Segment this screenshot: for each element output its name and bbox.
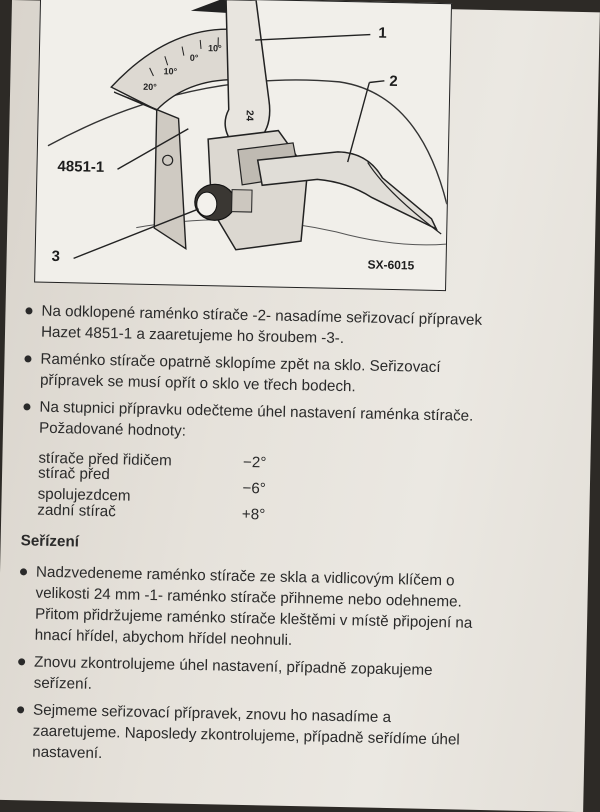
list-item bbox=[24, 348, 485, 400]
bullet-icon bbox=[24, 355, 31, 362]
instructions-check bbox=[16, 300, 486, 778]
callout-number: 1 bbox=[378, 25, 387, 42]
wrench-size-label: 24 bbox=[244, 110, 255, 122]
value-angle: +8° bbox=[205, 503, 265, 525]
required-values-table bbox=[37, 445, 483, 532]
bullet-icon bbox=[23, 403, 30, 410]
list-item bbox=[23, 396, 484, 448]
technical-illustration bbox=[34, 0, 452, 291]
list-item bbox=[18, 561, 480, 655]
list-item bbox=[17, 651, 478, 703]
list-item-text: Raménko stírače opatrně sklopíme zpět na sklo. Seřizovací přípravek se musí opřít o sklo ve třech bodech. bbox=[40, 351, 441, 396]
list-item-text: Nadzvedeneme raménko stírače ze skla a vidlicovým klíčem o velikosti 24 mm -1- raménko stírače přihneme nebo odehneme. Přitom přidržujeme raménko stírače kleštěmi v místě připojení na hnací hřídel, abychom hřídel neohnuli. bbox=[35, 564, 473, 649]
dial-label: 20° bbox=[143, 82, 157, 92]
list-item bbox=[25, 300, 486, 352]
part-label: 4851-1 bbox=[57, 158, 104, 176]
list-item-text: Na odklopené raménko stírače -2- nasadíme seřizovací přípravek Hazet 4851-1 a zaaretujeme ho šroubem -3-. bbox=[41, 303, 482, 347]
callout-number: 3 bbox=[51, 248, 60, 265]
list-item-text: Znovu zkontrolujeme úhel nastavení, případně zopakujeme seřízení. bbox=[34, 654, 433, 693]
list-item-text: Na stupnici přípravku odečteme úhel nastavení raménka stírače. Požadované hodnoty: bbox=[39, 399, 474, 440]
bullet-icon bbox=[17, 706, 24, 713]
bullet-icon bbox=[20, 568, 27, 575]
section-heading: Seřízení bbox=[20, 530, 480, 561]
dial-label: 10° bbox=[163, 66, 177, 76]
list-item bbox=[16, 699, 477, 772]
callout-number: 2 bbox=[389, 73, 398, 90]
dial-label: 0° bbox=[190, 53, 199, 63]
illustration-drawing bbox=[35, 0, 451, 290]
dial-label: 10° bbox=[208, 43, 222, 53]
figure-code: SX-6015 bbox=[367, 258, 414, 273]
bullet-icon bbox=[25, 307, 32, 314]
value-angle: −2° bbox=[206, 451, 266, 473]
value-name: zadní stírač bbox=[37, 499, 205, 524]
value-name: stírače před řidičem bbox=[38, 447, 206, 472]
list-item-text: Sejmeme seřizovací přípravek, znovu ho nasadíme a zaaretujeme. Naposledy zkontrolujeme, případně seřídíme úhel nastavení. bbox=[32, 702, 460, 762]
value-name: stírač před spolujezdcem bbox=[37, 463, 206, 509]
bullet-icon bbox=[18, 658, 25, 665]
value-angle: −6° bbox=[206, 477, 266, 499]
